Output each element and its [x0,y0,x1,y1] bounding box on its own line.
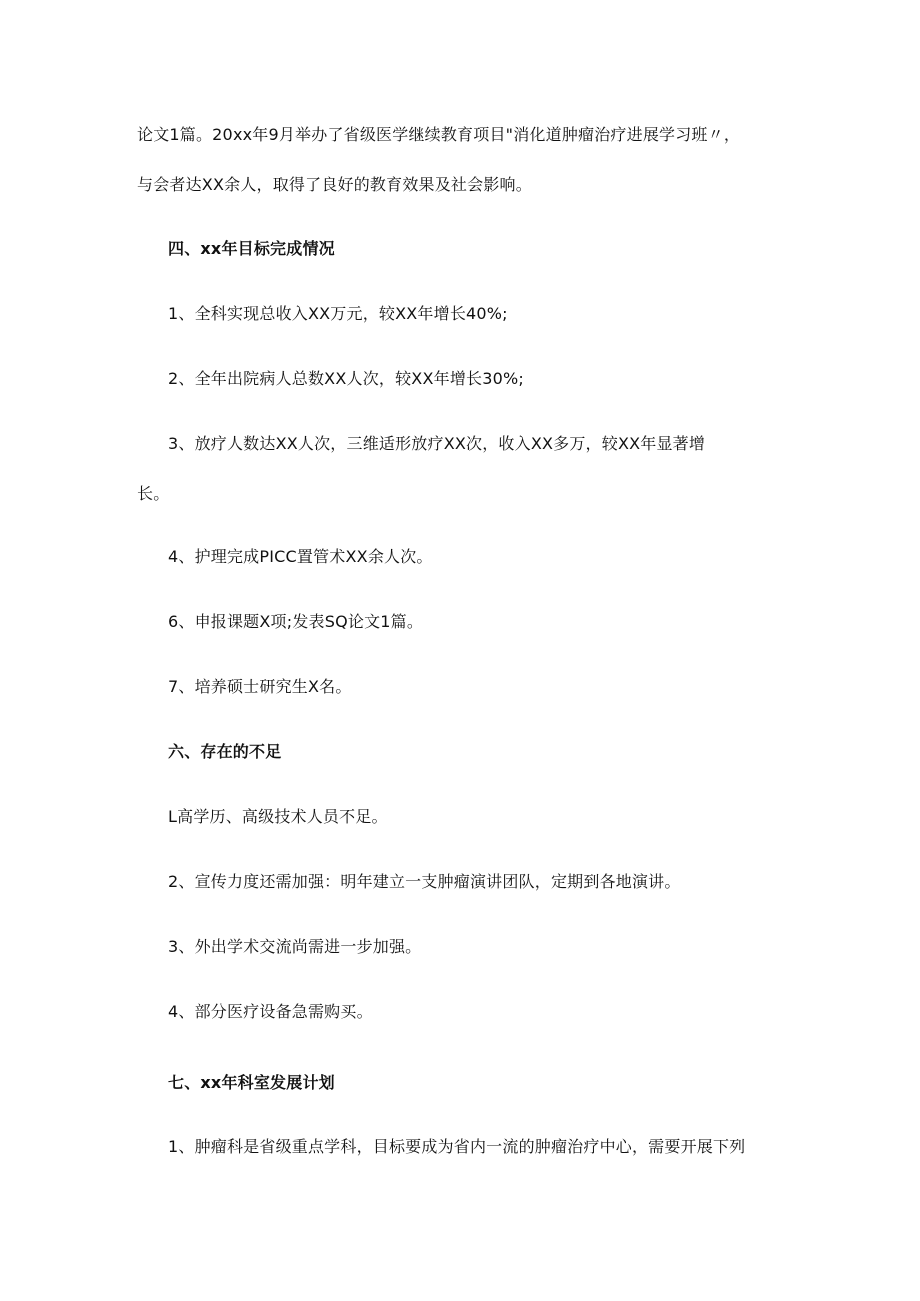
list-item: L高学历、高级技术人员不足。 [168,807,388,826]
list-item: 2、全年出院病人总数XX人次，较XX年增长30%; [168,369,524,388]
paragraph-line: 与会者达XX余人，取得了良好的教育效果及社会影响。 [137,175,532,194]
paragraph-line: 论文1篇。20xx年9月举办了省级医学继续教育项目"消化道肿瘤治疗进展学习班〃， [137,125,741,144]
list-item: 6、申报课题X项;发表SQ论文1篇。 [168,612,424,631]
paragraph-line: 长。 [137,484,170,503]
list-item: 7、培养硕士研究生X名。 [168,677,352,696]
list-item: 4、护理完成PICC置管术XX余人次。 [168,547,433,566]
section-heading: 六、存在的不足 [168,742,282,761]
list-item: 2、宣传力度还需加强：明年建立一支肿瘤演讲团队，定期到各地演讲。 [168,872,681,891]
section-heading: 四、xx年目标完成情况 [168,239,335,258]
list-item: 1、肿瘤科是省级重点学科，目标要成为省内一流的肿瘤治疗中心，需要开展下列 [168,1137,746,1156]
list-item: 3、外出学术交流尚需进一步加强。 [168,937,422,956]
list-item: 4、部分医疗设备急需购买。 [168,1002,373,1021]
list-item: 1、全科实现总收入XX万元，较XX年增长40%; [168,304,508,323]
list-item: 3、放疗人数达XX人次，三维适形放疗XX次，收入XX多万，较XX年显著增 [168,434,706,453]
section-heading: 七、xx年科室发展计划 [168,1073,335,1092]
